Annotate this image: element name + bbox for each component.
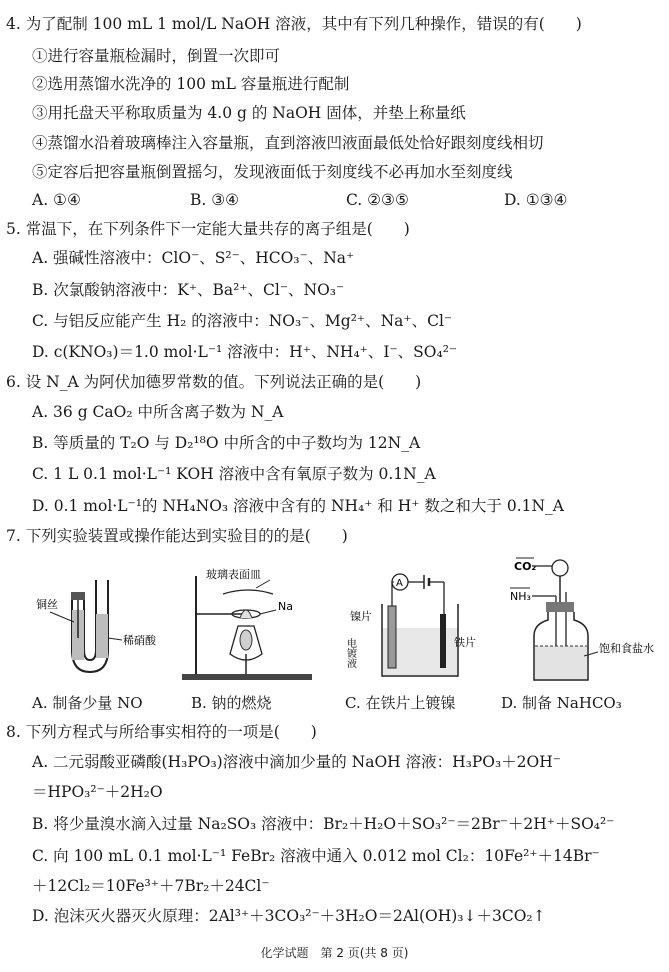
q8-stem: 8. 下列方程式与所给事实相符的一项是( )	[6, 723, 317, 741]
label-copper-wire: 铜丝	[36, 598, 58, 611]
q8-option-d: D. 泡沫灭火器灭火原理：2Al³⁺＋3CO₃²⁻＋3H₂O＝2Al(OH)₃↓＋3CO₂↑	[32, 907, 546, 925]
q5-option-d: D. c(KNO₃)＝1.0 mol·L⁻¹ 溶液中：H⁺、NH₄⁺、I⁻、SO₄²⁻	[32, 343, 458, 361]
q4-choice-b: B. ③④	[190, 191, 240, 209]
q7-caption-c: C. 在铁片上镀镍	[345, 694, 456, 712]
label-watch-glass: 玻璃表面皿	[206, 568, 261, 581]
q7-stem: 7. 下列实验装置或操作能达到实验目的的是( )	[6, 527, 348, 545]
q4-item-4: ④蒸馏水沿着玻璃棒注入容量瓶，直到溶液凹液面最低处恰好跟刻度线相切	[32, 134, 544, 152]
figure-a-u-tube	[30, 570, 160, 685]
q4-item-5: ⑤定容后把容量瓶倒置摇匀，发现液面低于刻度线不必再加水至刻度线	[32, 163, 513, 181]
q6-option-a: A. 36 g CaO₂ 中所含离子数为 N_A	[32, 403, 284, 421]
q5-option-c: C. 与铝反应能产生 H₂ 的溶液中：NO₃⁻、Mg²⁺、Na⁺、Cl⁻	[32, 312, 453, 330]
q6-option-c: C. 1 L 0.1 mol·L⁻¹ KOH 溶液中含有氧原子数为 0.1N_A	[32, 465, 436, 483]
q7-caption-b: B. 钠的燃烧	[191, 694, 272, 712]
q4-choice-d: D. ①③④	[504, 191, 568, 209]
q4-item-2: ②选用蒸馏水洗净的 100 mL 容量瓶进行配制	[32, 75, 350, 93]
q8-option-a: A. 二元弱酸亚磷酸(H₃PO₃)溶液中滴加少量的 NaOH 溶液：H₃PO₃＋2OH⁻	[32, 753, 561, 771]
label-plating-solution: 电镀液	[344, 638, 356, 668]
q4-stem: 4. 为了配制 100 mL 1 mol/L NaOH 溶液，其中有下列几种操作，错误的有( )	[6, 15, 582, 33]
q5-option-a: A. 强碱性溶液中：ClO⁻、S²⁻、HCO₃⁻、Na⁺	[32, 249, 355, 267]
q5-stem: 5. 常温下，在下列条件下一定能大量共存的离子组是( )	[6, 220, 410, 238]
q8-option-c: C. 向 100 mL 0.1 mol·L⁻¹ FeBr₂ 溶液中通入 0.012 mol Cl₂：10Fe²⁺＋14Br⁻	[32, 847, 600, 865]
q6-stem: 6. 设 N_A 为阿伏加德罗常数的值。下列说法正确的是( )	[6, 373, 422, 391]
figure-d-nahco3-apparatus	[504, 556, 654, 686]
q7-caption-a: A. 制备少量 NO	[32, 694, 143, 712]
q4-choice-c: C. ②③⑤	[346, 191, 409, 209]
label-saturated-brine: 饱和食盐水	[599, 642, 654, 655]
q5-option-b: B. 次氯酸钠溶液中：K⁺、Ba²⁺、Cl⁻、NO₃⁻	[32, 281, 345, 299]
q8-option-a-cont: ＝HPO₃²⁻＋2H₂O	[32, 783, 163, 801]
label-nickel-sheet: 镍片	[350, 610, 372, 623]
q4-choice-a: A. ①④	[32, 191, 81, 209]
q4-item-3: ③用托盘天平称取质量为 4.0 g 的 NaOH 固体，并垫上称量纸	[32, 104, 466, 122]
q6-option-b: B. 等质量的 T₂O 与 D₂¹⁸O 中所含的中子数均为 12N_A	[32, 434, 421, 452]
ammeter-icon: A	[396, 578, 403, 589]
figure-b-sodium-burning	[178, 566, 318, 686]
q8-option-b: B. 将少量溴水滴入过量 Na₂SO₃ 溶液中：Br₂＋H₂O＋SO₃²⁻＝2Br⁻＋2H⁺＋SO₄²⁻	[32, 815, 615, 833]
label-sodium: Na	[278, 600, 293, 613]
q6-option-d: D. 0.1 mol·L⁻¹的 NH₄NO₃ 溶液中含有的 NH₄⁺ 和 H⁺ 数之和大于 0.1N_A	[32, 497, 565, 515]
label-iron-sheet: 铁片	[454, 636, 476, 649]
q8-option-c-cont: ＋12Cl₂＝10Fe³⁺＋7Br₂＋24Cl⁻	[32, 877, 270, 895]
page-footer: 化学试题 第 2 页(共 8 页)	[260, 946, 409, 960]
label-nh3: NH₃	[510, 590, 531, 603]
figure-c-electroplating	[344, 570, 490, 685]
label-dilute-nitric-acid: 稀硝酸	[123, 634, 156, 647]
label-co2: CO₂	[514, 560, 537, 573]
q7-caption-d: D. 制备 NaHCO₃	[501, 694, 622, 712]
q4-item-1: ①进行容量瓶检漏时，倒置一次即可	[32, 47, 281, 65]
